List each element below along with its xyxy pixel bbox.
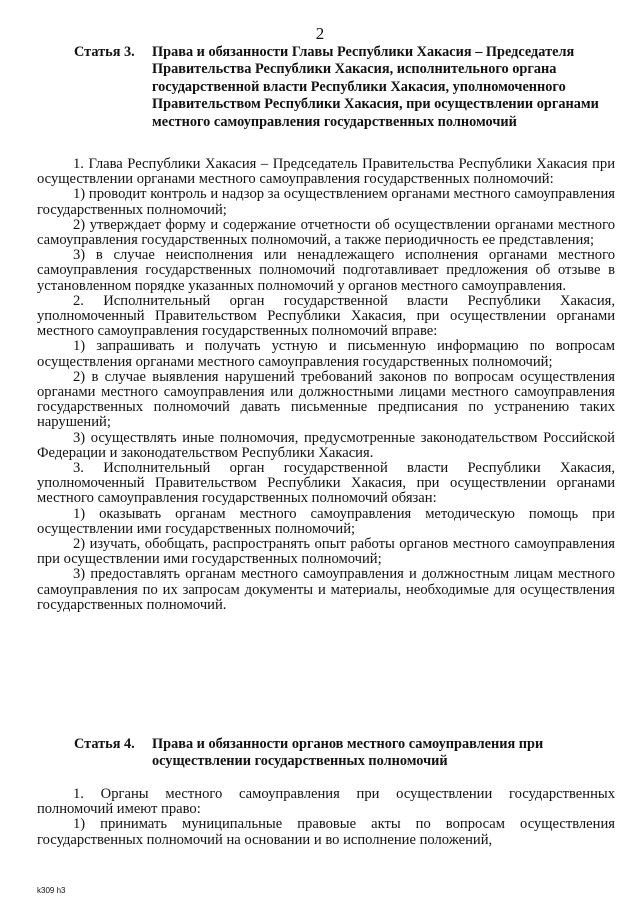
paragraph: 1) запрашивать и получать устную и письменную информацию по вопросам осуществления органами местного самоуправления государственных полномочий; (37, 338, 615, 370)
paragraph: 1. Органы местного самоуправления при осуществлении государственных полномочий имеют право: (37, 786, 615, 818)
paragraph: 2) в случае выявления нарушений требований законов по вопросам осуществления органами местного самоуправления или должностными лицами местного самоуправления государственных полномочий давать письменные предписания по устранению таких нарушений; (37, 368, 615, 431)
article-4-heading (74, 736, 610, 771)
paragraph: 3. Исполнительный орган государственной власти Республики Хакасия, уполномоченный Правительством Республики Хакасия, при осуществлении органами местного самоуправления государственных полномочий обязан: (37, 460, 615, 507)
article-3-heading (74, 44, 610, 131)
article-4-number: Статья 4. (74, 736, 135, 752)
paragraph: 2. Исполнительный орган государственной власти Республики Хакасия, уполномоченный Правительством Республики Хакасия, при осуществлении органами местного самоуправления государственных полномочий вправе: (37, 292, 615, 340)
article-4-title: Права и обязанности органов местного самоуправления при осуществлении государственных полномочий (152, 736, 544, 770)
footer-code: k309 h3 (37, 886, 66, 895)
paragraph: 1) проводит контроль и надзор за осуществлением органами местного самоуправления государственных полномочий; (37, 186, 615, 218)
paragraph: 2) утверждает форму и содержание отчетности об осуществлении органами местного самоуправления государственных полномочий, а также периодичность ее представления; (37, 216, 615, 249)
paragraph: 3) в случае неисполнения или ненадлежащего исполнения органами местного самоуправления государственных полномочий подготавливает предложения об отзыве в установленном порядке указанных полномочий у органов местного самоуправления. (37, 247, 615, 294)
article-3-title: Права и обязанности Главы Республики Хакасия – Председателя Правительства Республики Хакасия, исполнительного органа государственной власти Республики Хакасия, уполномоченного Правительством Республики Хакасия, при осуществлении органами местного самоуправления государственных полномочий (152, 44, 599, 130)
paragraph: 1) оказывать органам местного самоуправления методическую помощь при осуществлении ими государственных полномочий; (37, 505, 615, 537)
article-3-body (37, 157, 615, 613)
paragraph: 1. Глава Республики Хакасия – Председатель Правительства Республики Хакасия при осуществлении органами местного самоуправления государственных полномочий: (37, 156, 615, 188)
page-number: 2 (315, 24, 325, 43)
article-4-body (37, 787, 615, 848)
paragraph: 3) предоставлять органам местного самоуправления и должностным лицам местного самоуправления по их запросам документы и материалы, необходимые для осуществления государственных полномочий. (37, 566, 615, 613)
paragraph: 1) принимать муниципальные правовые акты по вопросам осуществления государственных полномочий на основании и во исполнение положений, (37, 816, 615, 848)
paragraph: 2) изучать, обобщать, распространять опыт работы органов местного самоуправления при осуществлении ими государственных полномочий; (37, 536, 615, 568)
article-3-number: Статья 3. (74, 44, 135, 60)
paragraph: 3) осуществлять иные полномочия, предусмотренные законодательством Российской Федерации и законодательством Республики Хакасия. (37, 429, 615, 461)
